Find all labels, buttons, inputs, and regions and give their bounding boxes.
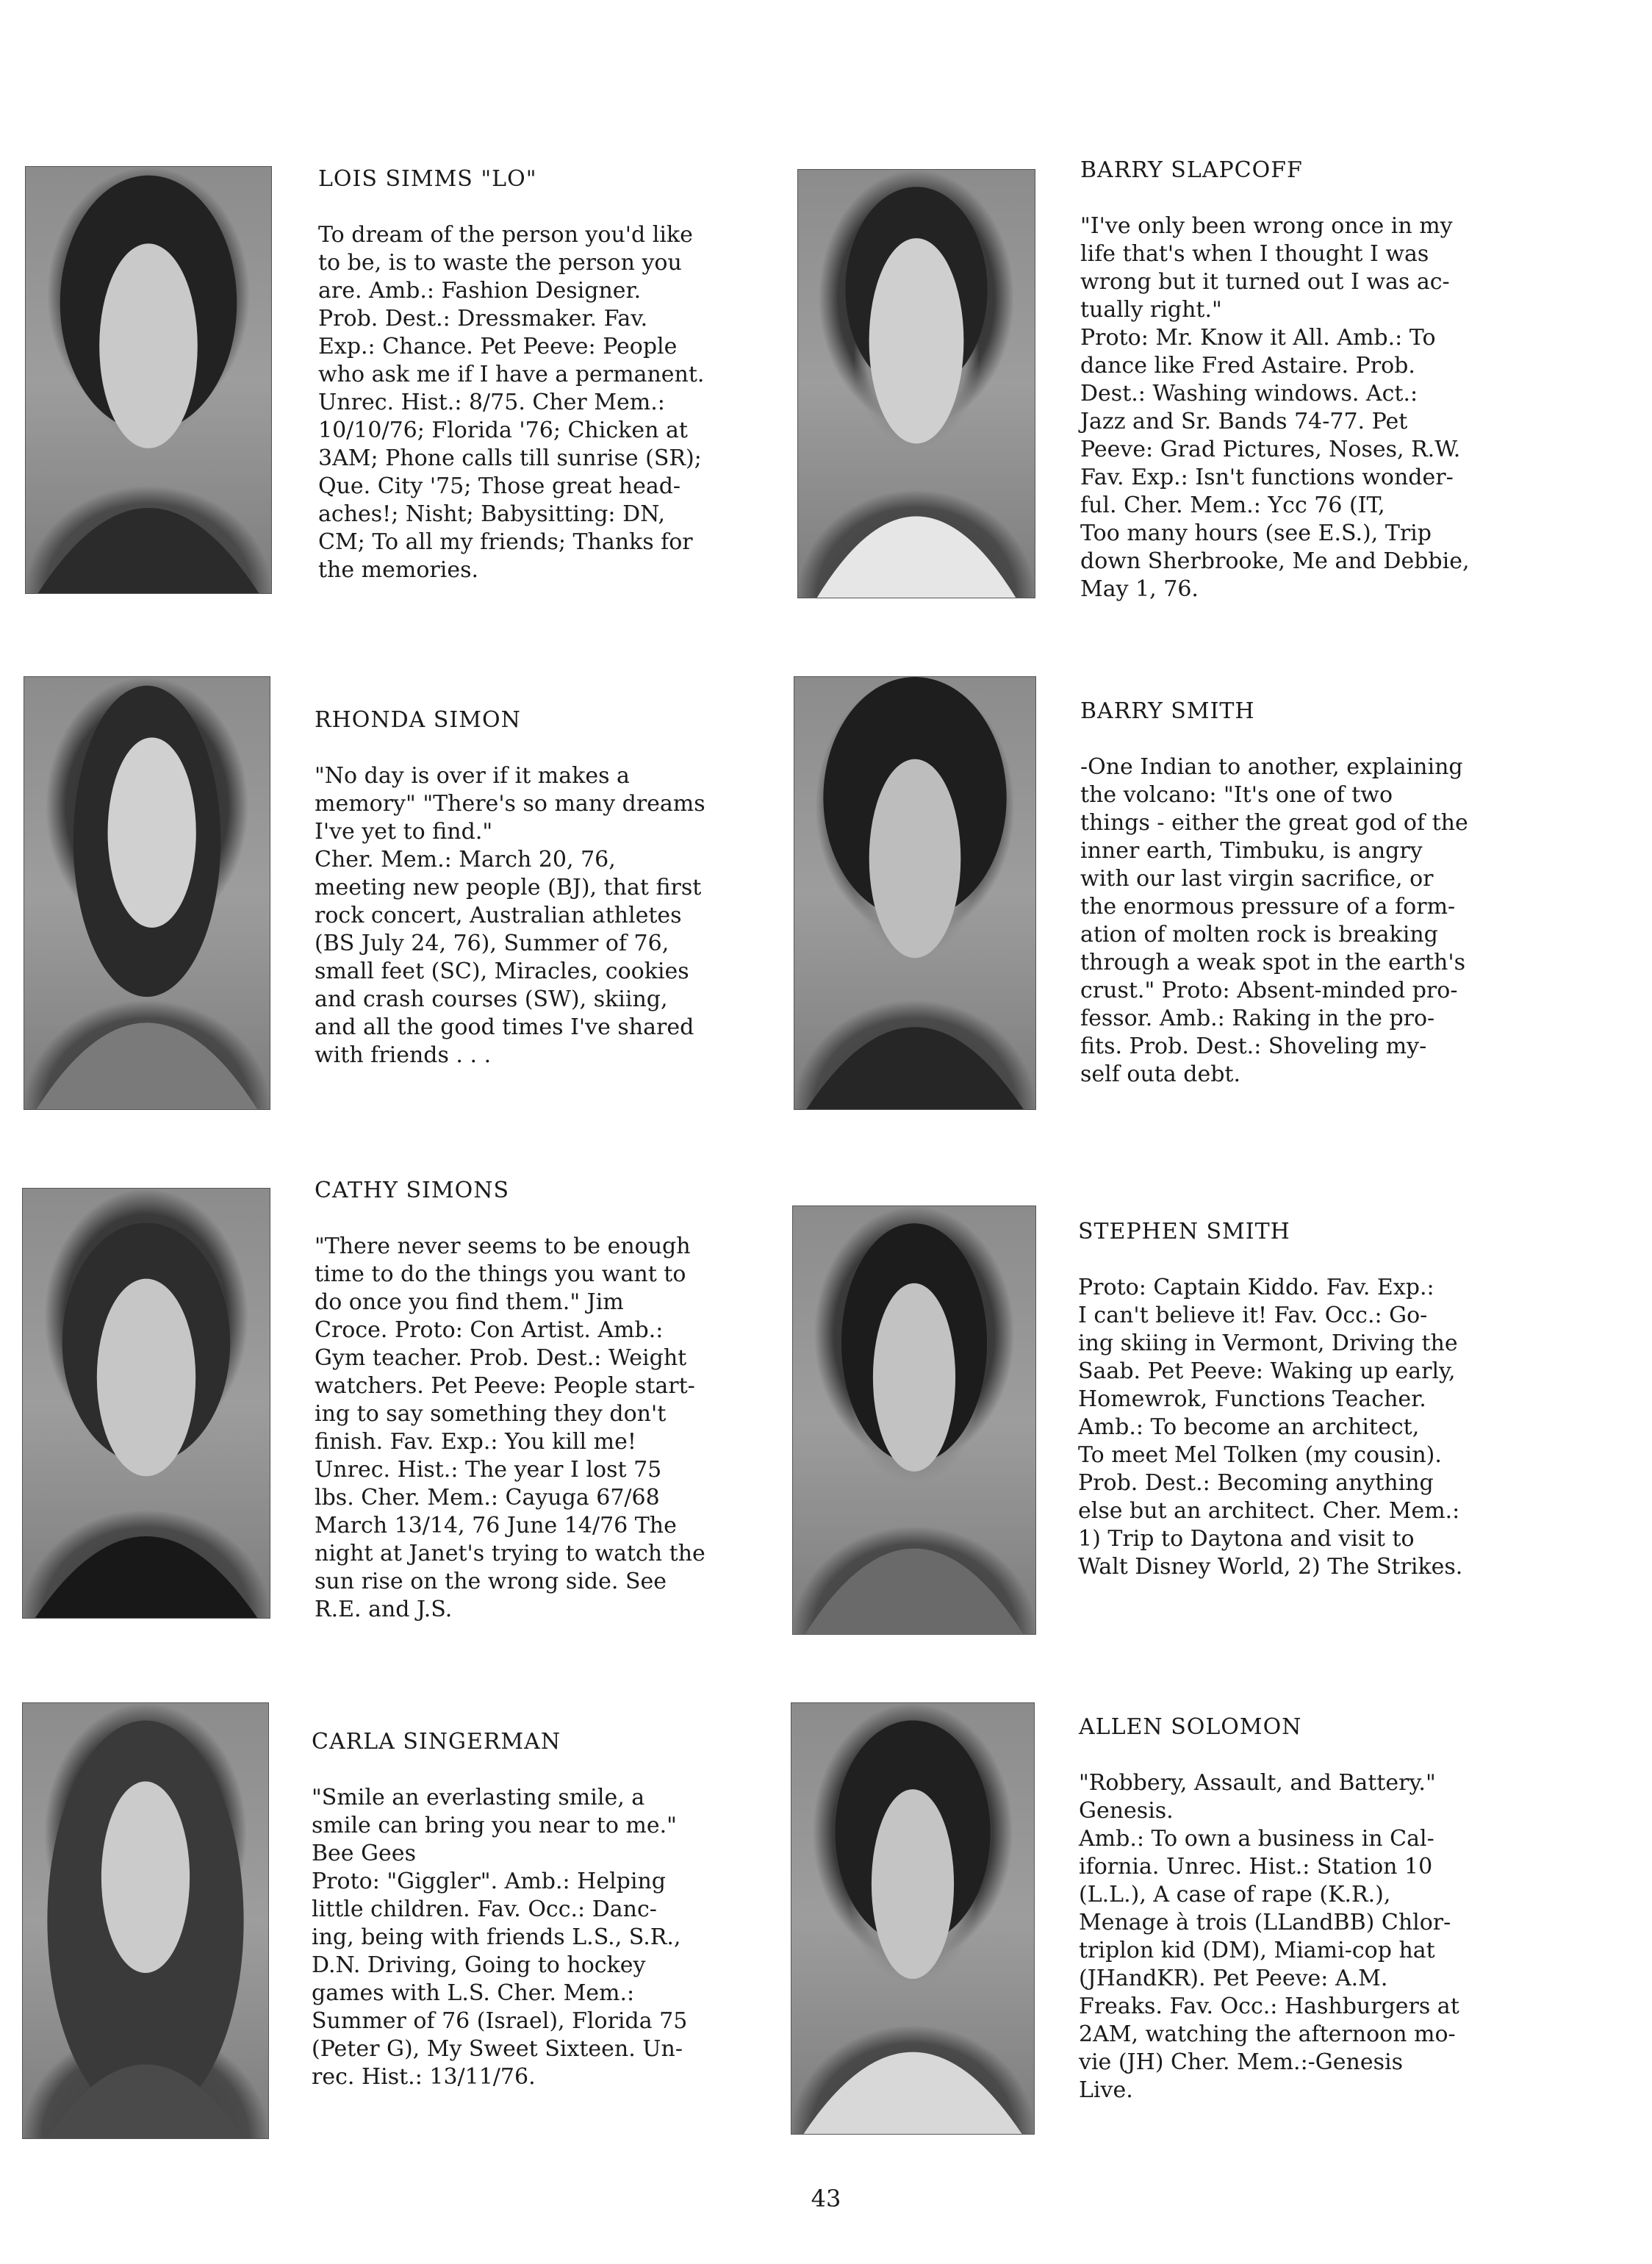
- portrait-icon: [23, 1189, 270, 1618]
- student-name: CARLA SINGERMAN: [312, 1729, 561, 1755]
- student-name: ALLEN SOLOMON: [1079, 1714, 1302, 1740]
- entry-barry-slapcoff: [1080, 157, 1536, 603]
- entry-rhonda-simon: [315, 707, 770, 1070]
- portrait-carla-singerman: [22, 1702, 269, 2139]
- entry-stephen-smith: [1078, 1219, 1534, 1581]
- page-number: 43: [811, 2185, 841, 2213]
- portrait-icon: [798, 170, 1035, 598]
- entry-lois-simms: [318, 166, 774, 584]
- portrait-icon: [26, 167, 271, 593]
- student-quote: -One Indian to another, explaining the volcano: "It's one of two things - either the great god of the inner earth, Timbuku, is angry with our last virgin sacrifice, or the enormous pressure of a form- ation of molten rock is breaking through a weak spot in the earth's crust." Proto: Absent-minded pro- fessor. Amb.: Raking in the pro- fits. Prob. Dest.: Shoveling my- self outa debt.: [1080, 754, 1468, 1087]
- portrait-cathy-simons: [22, 1188, 270, 1619]
- student-name: CATHY SIMONS: [315, 1178, 510, 1203]
- portrait-icon: [791, 1703, 1034, 2134]
- portrait-icon: [794, 677, 1035, 1109]
- student-quote: "I've only been wrong once in my life that's when I thought I was wrong but it turned out I was ac- tually right." Proto: Mr. Know it All. Amb.: To dance like Fred Astaire. Prob. Dest.: Washing windows. Act.: Jazz and Sr. Bands 74-77. Pet Peeve: Grad Pictures, Noses, R.W. Fav. Exp.: Isn't functions wonder- ful. Cher. Mem.: Ycc 76 (IT, Too many hours (see E.S.), Trip down Sherbrooke, Me and Debbie, May 1, 76.: [1080, 213, 1470, 602]
- portrait-barry-slapcoff: [797, 169, 1035, 598]
- student-name: LOIS SIMMS "LO": [318, 166, 537, 192]
- student-quote: "No day is over if it makes a memory" "There's so many dreams I've yet to find." Cher. Mem.: March 20, 76, meeting new people (BJ), that first rock concert, Australian athletes (BS July 24, 76), Summer of 76, small feet (SC), Miracles, cookies and crash courses (SW), skiing, and all the good times I've shared with friends . . .: [315, 763, 705, 1068]
- portrait-allen-solomon: [791, 1702, 1035, 2135]
- student-name: BARRY SLAPCOFF: [1080, 157, 1303, 183]
- entry-carla-singerman: [312, 1729, 767, 2091]
- portrait-barry-smith: [794, 676, 1036, 1110]
- portrait-stephen-smith: [792, 1206, 1036, 1635]
- student-quote: "There never seems to be enough time to do the things you want to do once you find them." Jim Croce. Proto: Con Artist. Amb.: Gym teacher. Prob. Dest.: Weight watchers. Pet Peeve: People start- ing to say something they don't finish. Fav. Exp.: You kill me! Unrec. Hist.: The year I lost 75 lbs. Cher. Mem.: Cayuga 67/68 March 13/14, 76 June 14/76 The night at Janet's trying to watch the sun rise on the wrong side. See R.E. and J.S.: [315, 1233, 705, 1622]
- portrait-icon: [793, 1206, 1035, 1634]
- portrait-icon: [23, 1703, 268, 2138]
- entry-cathy-simons: [315, 1178, 770, 1624]
- student-quote: To dream of the person you'd like to be, is to waste the person you are. Amb.: Fashion Designer. Prob. Dest.: Dressmaker. Fav. Exp.: Chance. Pet Peeve: People who ask me if I have a permanent. Unrec. Hist.: 8/75. Cher Mem.: 10/10/76; Florida '76; Chicken at 3AM; Phone calls till sunrise (SR); Que. City '75; Those great head- aches!; Nisht; Babysitting: DN, CM; To all my friends; Thanks for the memories.: [318, 222, 705, 583]
- entry-allen-solomon: [1079, 1714, 1534, 2104]
- portrait-rhonda-simon: [24, 676, 270, 1110]
- portrait-icon: [24, 677, 270, 1109]
- student-quote: Proto: Captain Kiddo. Fav. Exp.: I can't believe it! Fav. Occ.: Go- ing skiing in Vermont, Driving the Saab. Pet Peeve: Waking up early, Homewrok, Functions Teacher. Amb.: To become an architect, To meet Mel Tolken (my cousin). Prob. Dest.: Becoming anything else but an architect. Cher. Mem.: 1) Trip to Daytona and visit to Walt Disney World, 2) The Strikes.: [1078, 1275, 1463, 1580]
- student-name: STEPHEN SMITH: [1078, 1219, 1290, 1244]
- student-name: BARRY SMITH: [1080, 698, 1255, 724]
- portrait-lois-simms: [25, 166, 272, 594]
- entry-barry-smith: [1080, 698, 1536, 1089]
- student-name: RHONDA SIMON: [315, 707, 521, 733]
- student-quote: "Smile an everlasting smile, a smile can bring you near to me." Bee Gees Proto: "Giggler". Amb.: Helping little children. Fav. Occ.: Danc- ing, being with friends L.S., S.R., D.N. Driving, Going to hockey games with L.S. Cher. Mem.: Summer of 76 (Israel), Florida 75 (Peter G), My Sweet Sixteen. Un- rec. Hist.: 13/11/76.: [312, 1785, 688, 2090]
- student-quote: "Robbery, Assault, and Battery." Genesis. Amb.: To own a business in Cal- ifornia. Unrec. Hist.: Station 10 (L.L.), A case of rape (K.R.), Menage à trois (LLandBB) Chlor- triplon kid (DM), Miami-cop hat (JHandKR). Pet Peeve: A.M. Freaks. Fav. Occ.: Hashburgers at 2AM, watching the afternoon mo- vie (JH) Cher. Mem.:-Genesis Live.: [1079, 1770, 1459, 2103]
